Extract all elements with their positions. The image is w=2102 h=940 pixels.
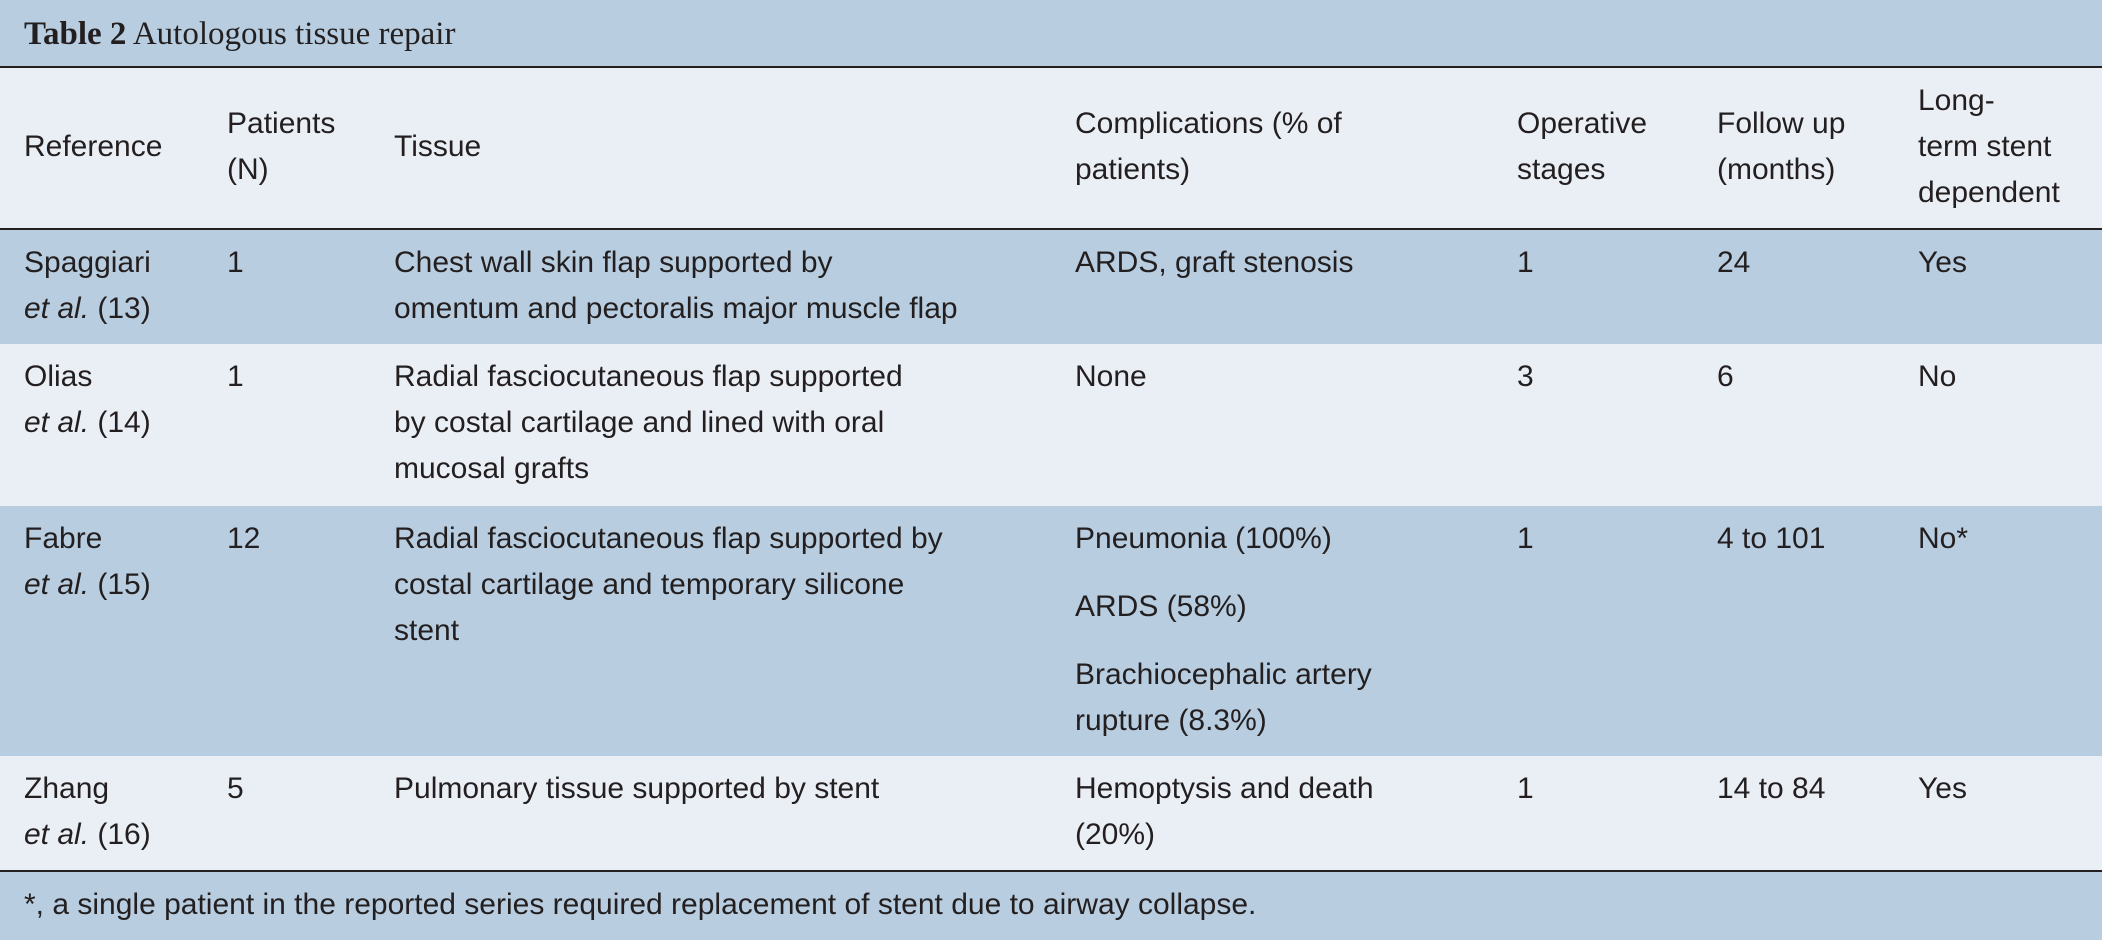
table-number: Table 2	[24, 16, 127, 52]
reference-cell: Zhang et al. (16)	[24, 772, 151, 851]
operative-stages-cell: 1	[1517, 246, 1534, 279]
operative-stages-cell: 1	[1517, 772, 1534, 805]
table-title	[24, 14, 455, 54]
footnote-text: *, a single patient in the reported series required replacement of stent due to airway collapse.	[24, 888, 1257, 921]
complications-cell: ARDS, graft stenosis	[1075, 246, 1354, 279]
reference-cell: Fabre et al. (15)	[24, 522, 151, 601]
tissue-cell: Pulmonary tissue supported by stent	[394, 772, 880, 805]
patients-cell: 12	[227, 522, 261, 555]
complications-cell	[1075, 516, 1372, 744]
table-header-row	[0, 68, 2102, 230]
stent-dependent-cell: Yes	[1918, 772, 1967, 805]
table-caption	[0, 0, 2102, 68]
operative-stages-cell: 3	[1517, 360, 1534, 393]
table-row	[0, 230, 2102, 344]
stent-dependent-cell: No	[1918, 360, 1957, 393]
table-title-text: Autologous tissue repair	[132, 16, 456, 52]
complication-item: ARDS (58%)	[1075, 590, 1247, 623]
header-patients: Patients (N)	[227, 107, 336, 186]
patients-cell: 1	[227, 246, 244, 279]
follow-up-cell: 6	[1717, 360, 1734, 393]
patients-cell: 5	[227, 772, 244, 805]
complications-cell: Hemoptysis and death (20%)	[1075, 772, 1374, 851]
stent-dependent-cell: Yes	[1918, 246, 1967, 279]
header-complications: Complications (% of patients)	[1075, 107, 1342, 186]
header-long-term-stent: Long- term stent dependent	[1918, 84, 2060, 209]
table-footnote	[0, 870, 2102, 940]
reference-cell: Spaggiari et al. (13)	[24, 246, 151, 325]
table-row	[0, 344, 2102, 506]
header-operative-stages: Operative stages	[1517, 107, 1648, 186]
follow-up-cell: 24	[1717, 246, 1751, 279]
follow-up-cell: 4 to 101	[1717, 522, 1826, 555]
operative-stages-cell: 1	[1517, 522, 1534, 555]
table-row	[0, 756, 2102, 870]
complication-item: Brachiocephalic artery rupture (8.3%)	[1075, 658, 1372, 737]
patients-cell: 1	[227, 360, 244, 393]
header-follow-up: Follow up (months)	[1717, 107, 1846, 186]
table-row	[0, 506, 2102, 756]
complication-item: Pneumonia (100%)	[1075, 522, 1332, 555]
reference-cell: Olias et al. (14)	[24, 360, 151, 439]
follow-up-cell: 14 to 84	[1717, 772, 1826, 805]
tissue-cell: Radial fasciocutaneous flap supported by costal cartilage and temporary silicone stent	[394, 522, 943, 647]
tissue-cell: Chest wall skin flap supported by omentum and pectoralis major muscle flap	[394, 246, 958, 325]
tissue-cell: Radial fasciocutaneous flap supported by costal cartilage and lined with oral mucosal grafts	[394, 360, 903, 485]
header-reference: Reference	[24, 130, 163, 163]
header-tissue: Tissue	[394, 130, 482, 163]
complications-cell: None	[1075, 360, 1147, 393]
stent-dependent-cell: No*	[1918, 522, 1969, 555]
